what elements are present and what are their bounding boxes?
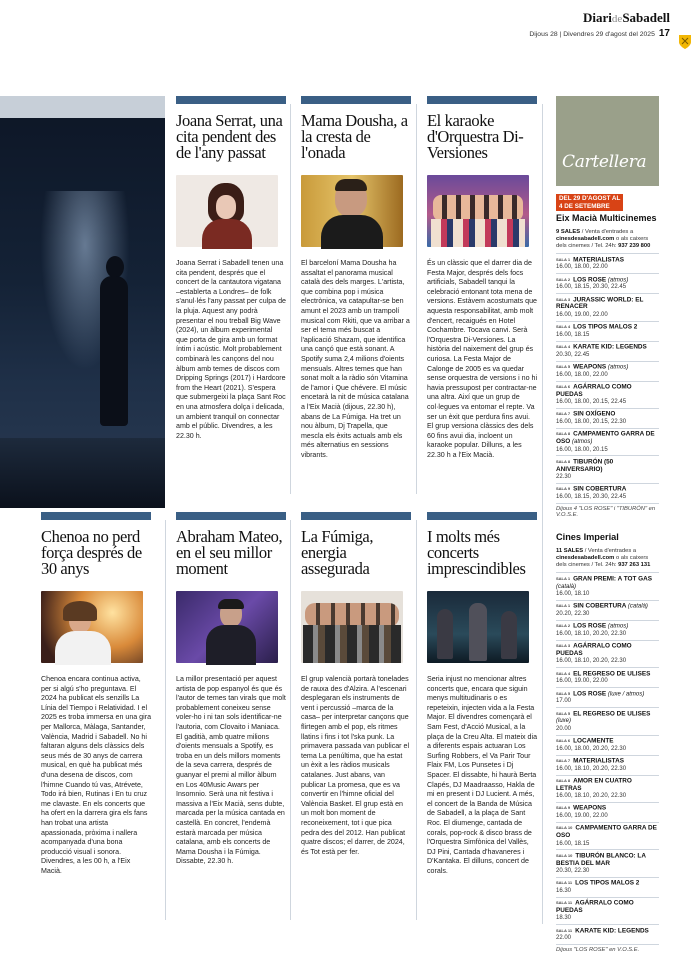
movie-listing — [556, 253, 659, 273]
movie-title: AGÁRRALO COMO PUEDAS — [556, 900, 634, 914]
movie-format: (luxe / atmos) — [608, 691, 644, 697]
screen-number: SALA 1 — [556, 603, 570, 608]
showtimes: 18.30 — [556, 915, 659, 922]
movie-title: LOS ROSE — [573, 690, 606, 697]
showtimes: 22.30 — [556, 474, 659, 481]
screen-number: SALA 3 — [556, 297, 570, 302]
screen-number: SALA 5 — [556, 691, 570, 696]
screen-number: SALA 3 — [556, 643, 570, 648]
movie-listing — [556, 849, 659, 876]
movie-title: AMOR EN CUATRO LETRAS — [556, 777, 632, 791]
showtimes: 16.00, 18.15, 20.30, 22.45 — [556, 494, 659, 501]
screen-number: SALA 2 — [556, 623, 570, 628]
movie-title: WEAPONS — [573, 363, 606, 370]
showtimes: 20.30, 22.30 — [556, 868, 659, 875]
movie-listing — [556, 802, 659, 822]
movie-listing — [556, 293, 659, 320]
section-bar — [176, 96, 286, 104]
showtimes: 20.30, 22.45 — [556, 352, 659, 359]
screen-number: SALA 4 — [556, 324, 570, 329]
showtimes: 16.00, 18.15 — [556, 332, 659, 339]
movie-listing — [556, 640, 659, 667]
showtimes: 16.00, 18.00, 20.15, 22.30 — [556, 419, 659, 426]
movie-listing — [556, 822, 659, 849]
showtimes: 16.00, 18.00, 22.00 — [556, 372, 659, 379]
movie-listing — [556, 341, 659, 361]
movie-title: MATERIALISTAS — [573, 256, 624, 263]
movie-format: (atmos) — [608, 624, 628, 630]
cinema-name: Eix Macià Multicinemes — [556, 213, 659, 223]
article-la-fumiga — [301, 512, 411, 857]
concert-photo — [0, 96, 165, 508]
movie-title: TIBURÓN (50 ANIVERSARIO) — [556, 458, 613, 472]
movie-title: SIN OXÍGENO — [573, 411, 615, 418]
article-photo — [176, 591, 278, 663]
article-body: El grup valencià portarà tonelades de rauxa des d'Alzira. A l'escenari desplegaran els instruments de vent i percussió –marca de la casa– per interpretar cançons que flirtegen amb el pop, els ritmes llatins i fins i tot l'ska punk. La primavera passada van publicar el tema La penúltima, que ha estat un èxit a les ràdios musicals catalanes. Just abans, van publicar La promesa, que es va convertir en l'himne oficial del València Basket. El grup està en un molt bon moment de reconeixement, tot i que pica pedra des del 2012. Han publicat quatre discos; el darrer, de 2024, és Tot està per fer. — [301, 675, 411, 857]
movie-format: (atmos) — [608, 364, 628, 370]
article-molts-mes-concerts — [427, 512, 537, 876]
cinema-note: Dijous 4 "LOS ROSE" i "TIBURÓN" en V.O.S.E. — [556, 503, 659, 518]
section-bar — [176, 512, 286, 520]
movie-listing — [556, 600, 659, 620]
cinema-block — [556, 213, 659, 518]
article-title: Joana Serrat, una cita pendent des de l'any passat — [176, 113, 286, 171]
article-photo — [301, 591, 403, 663]
movie-listing — [556, 361, 659, 381]
section-bar — [301, 96, 411, 104]
showtimes: 16.00, 18.00, 20.15, 22.45 — [556, 399, 659, 406]
section-bar — [427, 512, 537, 520]
article-orquestra-di-versiones — [427, 96, 537, 460]
issue-date: Dijous 28 | Divendres 29 d'agost del 2025 17 — [529, 28, 670, 39]
phone-number: 937 263 131 — [618, 562, 650, 568]
showtimes: 16.00, 18.15 — [556, 841, 659, 848]
cinema-info: 9 SALES / Venta d'entrades a cinesdesabadell.com o als caixers dels cinemes / Tel. 24h: 937 239 800 — [556, 229, 659, 251]
screen-number: SALA 6 — [556, 384, 570, 389]
movie-title: MATERIALISTAS — [573, 757, 624, 764]
movie-title: LOS ROSE — [573, 276, 606, 283]
movie-format: (atmos) — [608, 277, 628, 283]
movie-title: CAMPAMENTO GARRA DE OSO — [556, 825, 657, 839]
article-photo — [427, 591, 529, 663]
movie-format: (atmos) — [572, 439, 592, 445]
screen-number: SALA 8 — [556, 778, 570, 783]
screen-number: SALA 6 — [556, 738, 570, 743]
screen-number: SALA 10 — [556, 825, 572, 830]
screen-number: SALA 7 — [556, 758, 570, 763]
movie-title: WEAPONS — [573, 805, 606, 812]
screen-number: SALA 10 — [556, 853, 572, 858]
movie-listing — [556, 707, 659, 734]
movie-listing — [556, 321, 659, 341]
movie-title: GRAN PREMI: A TOT GAS — [573, 575, 652, 582]
article-body: Seria injust no mencionar altres concerts que, encara que siguin menys multitudinaris o es repeteixin, injecten vida a la Festa Major. El divendres començarà el Sam Fest, d'Acció Musical, a la plaça de la Creu Alta. El mateix dia a diferents espais actuaran Los Surfing Robbers, el Va Parir Tour Flaix FM, Los Punsetes i Dj Spacer. El dissabte, hi haurà Berta Clapés, DJ Maadraasso, Hakla de mi en present i DJ Lucient. A més, el concert de la Banda de Música de Sabadell, a la plaça de Sant Roc. El diumenge, cantada de corals, pop-rock & disco brass de l'Orquestra Simfònica del Vallès, DJ Pini, Cantada d'havaneres i D'Kantaka. El dilluns, concert de corals. — [427, 675, 537, 876]
screen-number: SALA 9 — [556, 805, 570, 810]
article-photo — [427, 175, 529, 247]
article-title: La Fúmiga, energia assegurada — [301, 529, 411, 587]
cinema-list — [556, 213, 659, 953]
article-title: El karaoke d'Orquestra Di-Versiones — [427, 113, 537, 171]
date-range-badge: DEL 29 D'AGOST AL 4 DE SETEMBRE — [556, 194, 623, 211]
movie-title: KARATE KID: LEGENDS — [575, 927, 649, 934]
screen-number: SALA 5 — [556, 364, 570, 369]
movie-title: SIN COBERTURA — [573, 603, 626, 610]
article-chenoa — [41, 512, 151, 876]
movie-listing — [556, 877, 659, 897]
movie-listing — [556, 428, 659, 455]
showtimes: 16.00, 18.10, 20.20, 22.30 — [556, 793, 659, 800]
screen-number: SALA 7 — [556, 411, 570, 416]
movie-title: LOS TIPOS MALOS 2 — [575, 880, 639, 887]
cinema-block — [556, 532, 659, 953]
movie-format: (català) — [628, 604, 648, 610]
article-title: Chenoa no perd força després de 30 anys — [41, 529, 151, 587]
phone-number: 937 239 800 — [618, 243, 650, 249]
article-photo — [176, 175, 278, 247]
screen-number: SALA 5 — [556, 711, 570, 716]
ticket-website-link[interactable]: cinesdesabadell.com — [556, 555, 614, 561]
article-body: La millor presentació per aquest artista de pop espanyol és que és l'autor de temes tan virals que molt probablement coneixeu sense voler-ho i ni tan sols identificar-ne l'autoria, com Clovaito i Maniaca. El gaditià, amb quatre milions d'oients mensuals a Spotify, es troba en un dels millors moments de la seva carrera, després de guanyar el premi al millor àlbum en Los 40Music Awars per Insomnio. Serà una nit festiva i massiva a l'Eix Macià, sens dubte, marcada per la música cantada en castellà. En concret, l'endemà estarà marcada per música catalana, amb els concerts de Mama Dousha i la Fúmiga. Dissabte, 22.30 h. — [176, 675, 286, 867]
screen-number: SALA 1 — [556, 576, 570, 581]
masthead — [529, 10, 670, 39]
showtimes: 16.00, 18.00, 20.15 — [556, 447, 659, 454]
movie-title: LOS ROSE — [573, 623, 606, 630]
movie-format: (luxe) — [556, 718, 571, 724]
cinema-name: Cines Imperial — [556, 532, 659, 542]
movie-listing — [556, 408, 659, 428]
cartellera-header — [556, 96, 659, 186]
movie-listing — [556, 687, 659, 707]
cartellera-title: Cartellera — [562, 152, 646, 172]
newspaper-name: DiarideSabadell — [529, 10, 670, 26]
screen-number: SALA 11 — [556, 880, 572, 885]
section-bar — [427, 96, 537, 104]
movie-listing — [556, 381, 659, 408]
screen-number: SALA 11 — [556, 928, 572, 933]
article-title: Abraham Mateo, en el seu millor moment — [176, 529, 286, 587]
movie-listing — [556, 273, 659, 293]
article-photo — [301, 175, 403, 247]
article-body: Chenoa encara continua activa, per si algú s'ho preguntava. El 2024 ha publicat els senzills La Línia del Tiempo i Relatividad. I el 2025 es troba immersa en una gira per Mallorca, Màlaga, Santander, València, Madrid i Sabadell. No hi faltaran alguns dels clàssics dels seus més de 30 anys de carrera musical, en què ha publicat més d'una desena de discos, com l'himne Cuando tú vas, Atrévete, Todo irá bien, Rutinas i En tu cruz me clavaste. En els concerts que ha ofert en la darrera gira els fans han trobat una artista apassionada, pròxima i nallera acompanyada d'una bona producció visual i sonora. Divendres, a les 00 h, a l'Eix Macià. — [41, 675, 151, 876]
screen-number: SALA 8 — [556, 459, 570, 464]
page-number: 17 — [659, 28, 670, 39]
ticket-website-link[interactable]: cinesdesabadell.com — [556, 236, 614, 242]
showtimes: 16.00, 18.00, 22.00 — [556, 264, 659, 271]
screen-number: SALA 11 — [556, 900, 572, 905]
screen-number: SALA 4 — [556, 671, 570, 676]
movie-title: EL REGRESO DE ULISES — [573, 710, 650, 717]
movie-title: LOS TIPOS MALOS 2 — [573, 323, 637, 330]
article-body: Joana Serrat i Sabadell tenen una cita pendent, després que el concert de la cantautora vigatana –establerta a Londres– de folk s'anul·lés l'any passat per culpa de la pluja. Aquest any podrà presentar el nou treball Big Wave (2024), un àlbum experimental que porta de gira amb un format íntim i acústic. Molt probablement combinarà les cançons del nou àlbum amb temes de discos com Dripping Springs (2017) i Hardcore from the Heart (2021). S'espera que submergeixi la plaça Sant Roc en una atmosfera dolça i delicada, un ambient tranquil on connectar amb el públic. Divendres, a les 22.30 h. — [176, 259, 286, 441]
article-photo — [41, 591, 143, 663]
movie-title: SIN COBERTURA — [573, 486, 626, 493]
movie-listing — [556, 775, 659, 802]
movie-title: CAMPAMENTO GARRA DE OSO — [556, 431, 655, 445]
showtimes: 20.00 — [556, 726, 659, 733]
article-body: És un clàssic que el darrer dia de Festa Major, després dels focs artificials, Sabadell tanqui la celebració entonant tota mena de versions. Estàvem acostumats que aquesta responsabilitat, amb molt d'encert, recaigués en Hotel Cochambre. Tocava canvi. Serà l'Orquestra Di-Versiones. La història del naixement del grup és curiosa. La Festa Major de Calonge de 2005 es va quedar sense orquestra de versions i no hi havia pressupost per contractar-ne una altra. Així que un grup de col·legues va entomar el repte. Va ser un èxit que perdura fins avui. El grup versiona clàssics des dels 60 fins avui dia, incloent un karaoke popular. Dilluns, a les 22.30 h a l'Eix Macià. — [427, 259, 537, 460]
article-mama-dousha — [301, 96, 411, 460]
showtimes: 16.00, 19.00, 22.00 — [556, 312, 659, 319]
movie-listing — [556, 483, 659, 503]
movie-listing — [556, 897, 659, 924]
article-abraham-mateo — [176, 512, 286, 867]
showtimes: 16.00, 18.00, 20.20, 22.30 — [556, 746, 659, 753]
section-bar — [41, 512, 151, 520]
movie-listing — [556, 620, 659, 640]
showtimes: 17.00 — [556, 698, 659, 705]
screen-number: SALA 9 — [556, 486, 570, 491]
cinema-note: Dijous "LOS ROSE" en V.O.S.E. — [556, 944, 659, 953]
showtimes: 16.00, 18.10, 20.20, 22.30 — [556, 766, 659, 773]
movie-title: EL REGRESO DE ULISES — [573, 670, 650, 677]
article-body: El barceloní Mama Dousha ha assaltat el panorama musical català des dels marges. L'artista, que combina pop i música electrònica, va catapultar-se ben amunt el 2023 amb un trampolí musical com Rkiti, que va arribar a ser el tema més buscat a l'aplicació Shazam, que identifica una cançó que està sonant. A Spotify suma 2,4 milions d'oients mensuals. Altres temes que han sonat molt a la ràdio són Vitamina de l'amor i Que chévere. El músic encetarà la nit de música catalana a l'Eix Macià (dijous, 22.30 h), abans de La Fúmiga. Ha tret un nou àlbum, Dj Trapella, que mescla els èxits actuals amb els més alternatius en sessions vibrants. — [301, 259, 411, 460]
movie-title: KARATE KID: LEGENDS — [573, 343, 647, 350]
movie-listing — [556, 455, 659, 482]
movie-title: AGÁRRALO COMO PUEDAS — [556, 643, 632, 657]
section-bar — [301, 512, 411, 520]
movie-listing — [556, 755, 659, 775]
showtimes: 22.00 — [556, 935, 659, 942]
screen-number: SALA 8 — [556, 431, 570, 436]
movie-listing — [556, 572, 659, 599]
movie-listing — [556, 924, 659, 944]
cinema-info: 11 SALES / Venta d'entrades a cinesdesabadell.com o als caixers dels cinemes / Tel. 24h: 937 263 131 — [556, 548, 659, 570]
movie-title: AGÁRRALO COMO PUEDAS — [556, 383, 632, 397]
movie-title: TIBURÓN BLANCO: LA BESTIA DEL MAR — [556, 852, 646, 866]
movie-title: LOCAMENTE — [573, 737, 613, 744]
cartellera-sidebar — [556, 96, 659, 953]
screen-number: SALA 4 — [556, 344, 570, 349]
movie-title: JURASSIC WORLD: EL RENACER — [556, 296, 643, 310]
screen-number: SALA 1 — [556, 257, 570, 262]
screen-number: SALA 2 — [556, 277, 570, 282]
article-joana-serrat — [176, 96, 286, 441]
article-title: Mama Dousha, a la cresta de l'onada — [301, 113, 411, 171]
showtimes: 16.30 — [556, 888, 659, 895]
movie-listing — [556, 667, 659, 687]
sabadell-shield-icon — [678, 34, 692, 50]
showtimes: 16.00, 19.00, 22.00 — [556, 678, 659, 685]
showtimes: 16.00, 18.10, 20.20, 22.30 — [556, 631, 659, 638]
showtimes: 20.20, 22.30 — [556, 611, 659, 618]
showtimes: 16.00, 18.15, 20.30, 22.45 — [556, 284, 659, 291]
movie-listing — [556, 735, 659, 755]
movie-format: (català) — [556, 584, 576, 590]
showtimes: 16.00, 18.10 — [556, 591, 659, 598]
showtimes: 16.00, 18.10, 20.20, 22.30 — [556, 658, 659, 665]
article-title: I molts més concerts imprescindibles — [427, 529, 537, 587]
showtimes: 16.00, 19.00, 22.00 — [556, 813, 659, 820]
